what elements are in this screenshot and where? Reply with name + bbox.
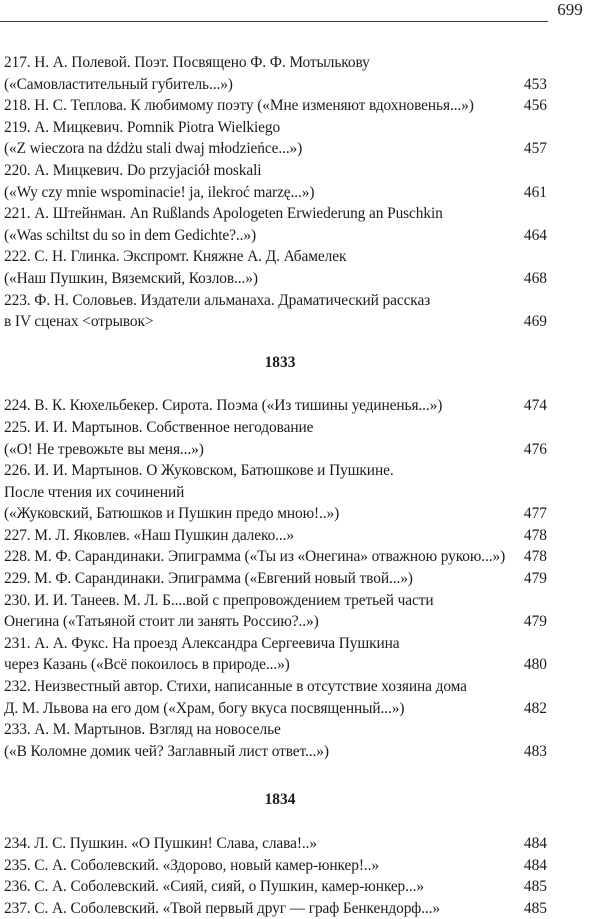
entry-page-number: 479 bbox=[523, 570, 547, 588]
entry-text-line: После чтения их сочинений bbox=[4, 483, 185, 501]
toc-entry bbox=[0, 855, 560, 877]
entry-text-line: 221. А. Штейнман. An Rußlands Apologeten Erwiederung an Puschkin bbox=[4, 205, 443, 223]
entry-page-number: 457 bbox=[523, 140, 547, 158]
toc-entry bbox=[0, 246, 560, 289]
entry-page-number: 477 bbox=[523, 505, 547, 523]
entry-page-number: 479 bbox=[523, 613, 547, 631]
table-of-contents bbox=[0, 52, 560, 919]
toc-entry bbox=[0, 546, 560, 568]
entry-text-line: («Was schiltst du so in dem Gedichte?..») bbox=[4, 226, 256, 244]
toc-entry bbox=[0, 568, 560, 590]
toc-entry bbox=[0, 719, 560, 762]
toc-entry bbox=[0, 290, 560, 333]
toc-entry bbox=[0, 876, 560, 898]
year-heading: 1834 bbox=[264, 791, 296, 809]
entry-text-line: 229. М. Ф. Сарандинаки. Эпиграмма («Евгений новый твой...») bbox=[4, 570, 413, 588]
entry-text-line: 225. И. И. Мартынов. Собственное негодование bbox=[4, 418, 314, 436]
entry-page-number: 482 bbox=[523, 699, 547, 717]
entry-page-number: 484 bbox=[523, 856, 547, 874]
toc-entry bbox=[0, 417, 560, 460]
entry-page-number: 453 bbox=[523, 75, 547, 93]
entry-text-line: Д. М. Львова на его дом («Храм, богу вкуса посвященный...») bbox=[4, 699, 405, 717]
entry-text-line: 226. И. И. Мартынов. О Жуковском, Батюшкове и Пушкине. bbox=[4, 462, 394, 480]
entry-text-line: («Наш Пушкин, Вяземский, Козлов...») bbox=[4, 269, 258, 287]
entry-page-number: 485 bbox=[523, 878, 547, 896]
entry-page-number: 476 bbox=[523, 440, 547, 458]
entry-text-line: 218. Н. С. Теплова. К любимому поэту («Мне изменяют вдохновенья...») bbox=[4, 97, 474, 115]
toc-entry bbox=[0, 460, 560, 525]
toc-entry bbox=[0, 203, 560, 246]
entry-text-line: 224. В. К. Кюхельбекер. Сирота. Поэма («Из тишины уединенья...») bbox=[4, 397, 443, 415]
toc-entry bbox=[0, 833, 560, 855]
toc-entry bbox=[0, 633, 560, 676]
entry-page-number: 484 bbox=[523, 835, 547, 852]
entry-page-number: 456 bbox=[523, 97, 547, 115]
toc-entry bbox=[0, 95, 560, 117]
year-heading: 1833 bbox=[264, 353, 296, 371]
entry-text-line: 217. Н. А. Полевой. Поэт. Посвящено Ф. Ф. Мотылькову bbox=[4, 54, 370, 71]
entry-page-number: 461 bbox=[523, 183, 547, 201]
entry-text-line: в IV сценах <отрывок> bbox=[4, 313, 154, 331]
toc-entry bbox=[0, 676, 560, 719]
entry-text-line: 233. А. М. Мартынов. Взгляд на новоселье bbox=[4, 721, 281, 739]
toc-entry bbox=[0, 395, 560, 417]
toc-entry bbox=[0, 898, 560, 919]
entry-text-line: («Самовластительный губитель...») bbox=[4, 75, 233, 93]
entry-text-line: 232. Неизвестный автор. Стихи, написанные в отсутствие хозяина дома bbox=[4, 678, 467, 696]
toc-entry bbox=[0, 590, 560, 633]
entry-text-line: 237. С. А. Соболевский. «Твой первый друг — граф Бенкендорф...» bbox=[4, 899, 440, 917]
toc-entry bbox=[0, 525, 560, 547]
entry-text-line: 223. Ф. Н. Соловьев. Издатели альманаха. Драматический рассказ bbox=[4, 291, 431, 309]
entry-text-line: 227. М. Л. Яковлев. «Наш Пушкин далеко...» bbox=[4, 526, 295, 544]
entry-text-line: («В Коломне домик чей? Заглавный лист ответ...») bbox=[4, 742, 329, 760]
entry-text-line: 236. С. А. Соболевский. «Сияй, сияй, о Пушкин, камер-юнкер...» bbox=[4, 878, 424, 896]
entry-text-line: 220. А. Мицкевич. Do przyjaciół moskali bbox=[4, 161, 262, 179]
entry-text-line: 219. А. Мицкевич. Pomnik Piotra Wielkiego bbox=[4, 118, 281, 136]
entry-page-number: 469 bbox=[523, 313, 547, 331]
toc-entry bbox=[0, 52, 560, 95]
entry-text-line: через Казань («Всё покоилось в природе...») bbox=[4, 656, 290, 674]
entry-text-line: 230. И. И. Танеев. М. Л. Б....вой с препровождением третьей части bbox=[4, 591, 434, 609]
entry-page-number: 478 bbox=[523, 526, 547, 544]
toc-entry bbox=[0, 160, 560, 203]
page-number: 699 bbox=[557, 0, 583, 19]
entry-text-line: Онегина («Татьяной стоит ли занять Россию?..») bbox=[4, 613, 319, 631]
header-rule bbox=[0, 21, 548, 22]
toc-entry bbox=[0, 117, 560, 160]
entry-text-line: 222. С. Н. Глинка. Экспромт. Княжне А. Д. Абамелек bbox=[4, 248, 347, 266]
entry-page-number: 478 bbox=[523, 548, 547, 566]
entry-page-number: 468 bbox=[523, 269, 547, 287]
entry-page-number: 464 bbox=[523, 226, 547, 244]
entry-text-line: («Wy czy mnie wspominacie! ja, ilekroć marzę...») bbox=[4, 183, 315, 201]
entry-text-line: («Z wieczora na dźdżu stali dwaj młodzieńce...») bbox=[4, 140, 303, 158]
entry-text-line: («Жуковский, Батюшков и Пушкин предо мною!..») bbox=[4, 505, 340, 523]
entry-text-line: 228. М. Ф. Сарандинаки. Эпиграмма («Ты из «Онегина» отважною рукою...») bbox=[4, 548, 506, 566]
entry-page-number: 483 bbox=[523, 742, 547, 760]
entry-page-number: 485 bbox=[523, 899, 547, 917]
entry-text-line: 231. А. А. Фукс. На проезд Александра Сергеевича Пушкина bbox=[4, 634, 400, 652]
entry-text-line: 235. С. А. Соболевский. «Здорово, новый камер-юнкер!..» bbox=[4, 856, 379, 874]
entry-text-line: («О! Не тревожьте вы меня...») bbox=[4, 440, 204, 458]
entry-page-number: 474 bbox=[523, 397, 547, 415]
entry-text-line: 234. Л. С. Пушкин. «О Пушкин! Слава, слава!..» bbox=[4, 835, 317, 852]
entry-page-number: 480 bbox=[523, 656, 547, 674]
